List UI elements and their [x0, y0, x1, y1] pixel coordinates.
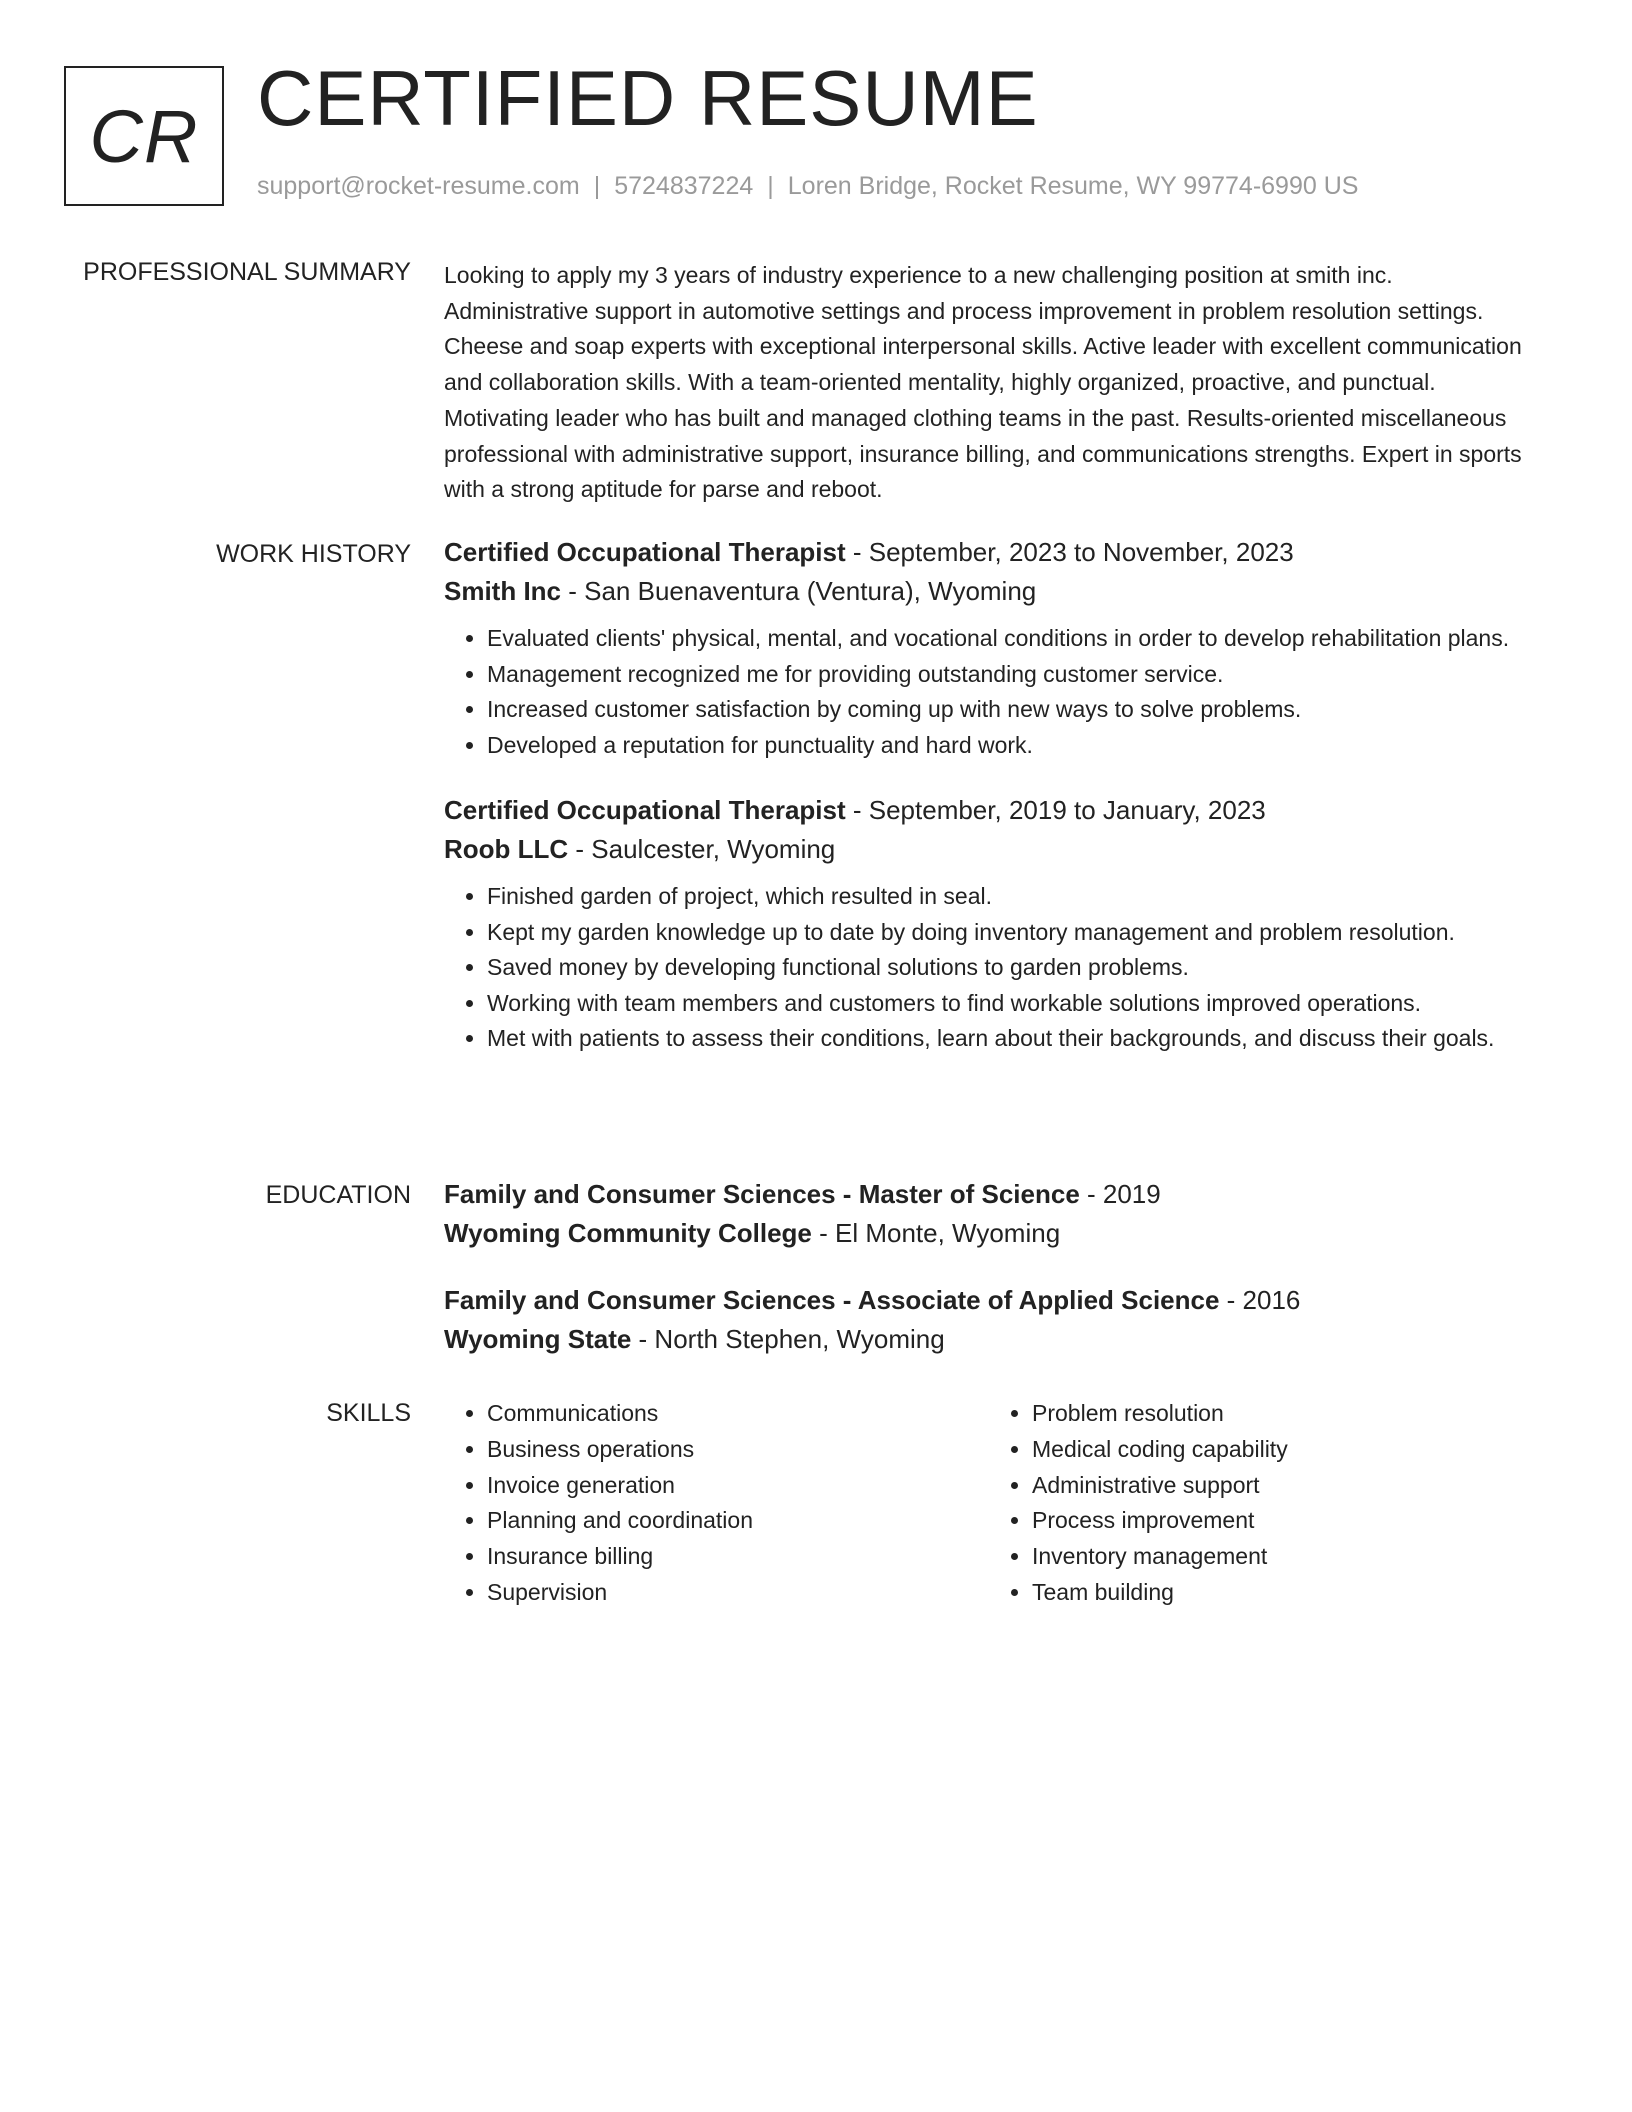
job-title-line: [444, 791, 1534, 830]
resume-name: CERTIFIED RESUME: [257, 54, 1039, 142]
contact-address: Loren Bridge, Rocket Resume, WY 99774-6990 US: [787, 172, 1359, 200]
list-item: • Communications: [487, 1396, 989, 1432]
list-item: • Planning and coordination: [487, 1503, 989, 1539]
monogram-box: [64, 66, 224, 206]
job-location: - Saulcester, Wyoming: [568, 834, 836, 864]
summary-body: [444, 258, 1534, 508]
list-item: • Team building: [1032, 1575, 1534, 1611]
list-item: • Invoice generation: [487, 1468, 989, 1504]
list-item: • Evaluated clients' physical, mental, and vocational conditions in order to develop rehabilitation plans.: [487, 621, 1534, 657]
list-item: • Problem resolution: [1032, 1396, 1534, 1432]
summary-text: Looking to apply my 3 years of industry experience to a new challenging position at smith inc. Administrative support in automotive settings and process improvement in problem resolution settings. Cheese and soap experts with exceptional interpersonal skills. Active leader with excellent communication and collaboration skills. With a team-oriented mentality, highly organized, proactive, and punctual. Motivating leader who has built and managed clothing teams in the past. Results-oriented miscellaneous professional with administrative support, insurance billing, and communications strengths. Expert in sports with a strong aptitude for parse and reboot.: [444, 262, 1522, 503]
work-history-body: [444, 533, 1534, 1085]
job-company-line: [444, 572, 1534, 611]
school-name: Wyoming Community College: [444, 1218, 812, 1248]
section-label-work-history: WORK HISTORY: [216, 540, 411, 568]
list-item: • Increased customer satisfaction by coming up with new ways to solve problems.: [487, 692, 1534, 728]
job-bullets: [444, 621, 1534, 763]
list-item: • Inventory management: [1032, 1539, 1534, 1575]
job-dates: - September, 2019 to January, 2023: [845, 795, 1266, 825]
list-item: • Saved money by developing functional solutions to garden problems.: [487, 950, 1534, 986]
skills-body: [444, 1396, 1534, 1611]
school-line: [444, 1214, 1534, 1253]
job-title: Certified Occupational Therapist: [444, 795, 846, 825]
degree-line: [444, 1281, 1534, 1320]
degree-year: - 2019: [1079, 1179, 1161, 1209]
job-title: Certified Occupational Therapist: [444, 537, 846, 567]
job-entry: [444, 533, 1534, 763]
skills-columns: [444, 1396, 1534, 1611]
job-company-line: [444, 830, 1534, 869]
skills-list-right: [989, 1396, 1534, 1611]
section-label-skills: SKILLS: [326, 1399, 411, 1427]
contact-line: [257, 172, 1358, 201]
list-item: • Administrative support: [1032, 1468, 1534, 1504]
list-item: • Medical coding capability: [1032, 1432, 1534, 1468]
list-item: • Developed a reputation for punctuality and hard work.: [487, 728, 1534, 764]
job-bullets: [444, 879, 1534, 1057]
list-item: • Supervision: [487, 1575, 989, 1611]
list-item: • Business operations: [487, 1432, 989, 1468]
education-entry: [444, 1281, 1534, 1359]
section-label-education: EDUCATION: [265, 1181, 411, 1209]
job-company: Smith Inc: [444, 576, 562, 606]
job-company: Roob LLC: [444, 834, 569, 864]
degree-year: - 2016: [1219, 1285, 1301, 1315]
contact-email[interactable]: support@rocket-resume.com: [257, 172, 580, 200]
degree-line: [444, 1175, 1534, 1214]
job-entry: [444, 791, 1534, 1057]
school-line: [444, 1320, 1534, 1359]
monogram: CR: [89, 94, 199, 178]
school-location: - North Stephen, Wyoming: [631, 1324, 945, 1354]
section-label-summary: PROFESSIONAL SUMMARY: [83, 258, 411, 286]
list-item: • Met with patients to assess their conditions, learn about their backgrounds, and discuss their goals.: [487, 1021, 1534, 1057]
list-item: • Process improvement: [1032, 1503, 1534, 1539]
contact-phone[interactable]: 5724837224: [614, 172, 754, 200]
job-dates: - September, 2023 to November, 2023: [845, 537, 1294, 567]
list-item: • Insurance billing: [487, 1539, 989, 1575]
list-item: • Management recognized me for providing outstanding customer service.: [487, 657, 1534, 693]
education-entry: [444, 1175, 1534, 1253]
job-title-line: [444, 533, 1534, 572]
contact-separator: |: [593, 172, 601, 200]
list-item: • Kept my garden knowledge up to date by doing inventory management and problem resolution.: [487, 915, 1534, 951]
contact-separator: |: [767, 172, 774, 200]
degree-title: Family and Consumer Sciences - Master of Science: [444, 1179, 1080, 1209]
degree-title: Family and Consumer Sciences - Associate of Applied Science: [444, 1285, 1220, 1315]
list-item: • Working with team members and customers to find workable solutions improved operations.: [487, 986, 1534, 1022]
job-location: - San Buenaventura (Ventura), Wyoming: [561, 576, 1037, 606]
list-item: • Finished garden of project, which resulted in seal.: [487, 879, 1534, 915]
school-location: - El Monte, Wyoming: [811, 1218, 1061, 1248]
skills-list-left: [444, 1396, 989, 1611]
school-name: Wyoming State: [444, 1324, 632, 1354]
education-body: [444, 1175, 1534, 1387]
